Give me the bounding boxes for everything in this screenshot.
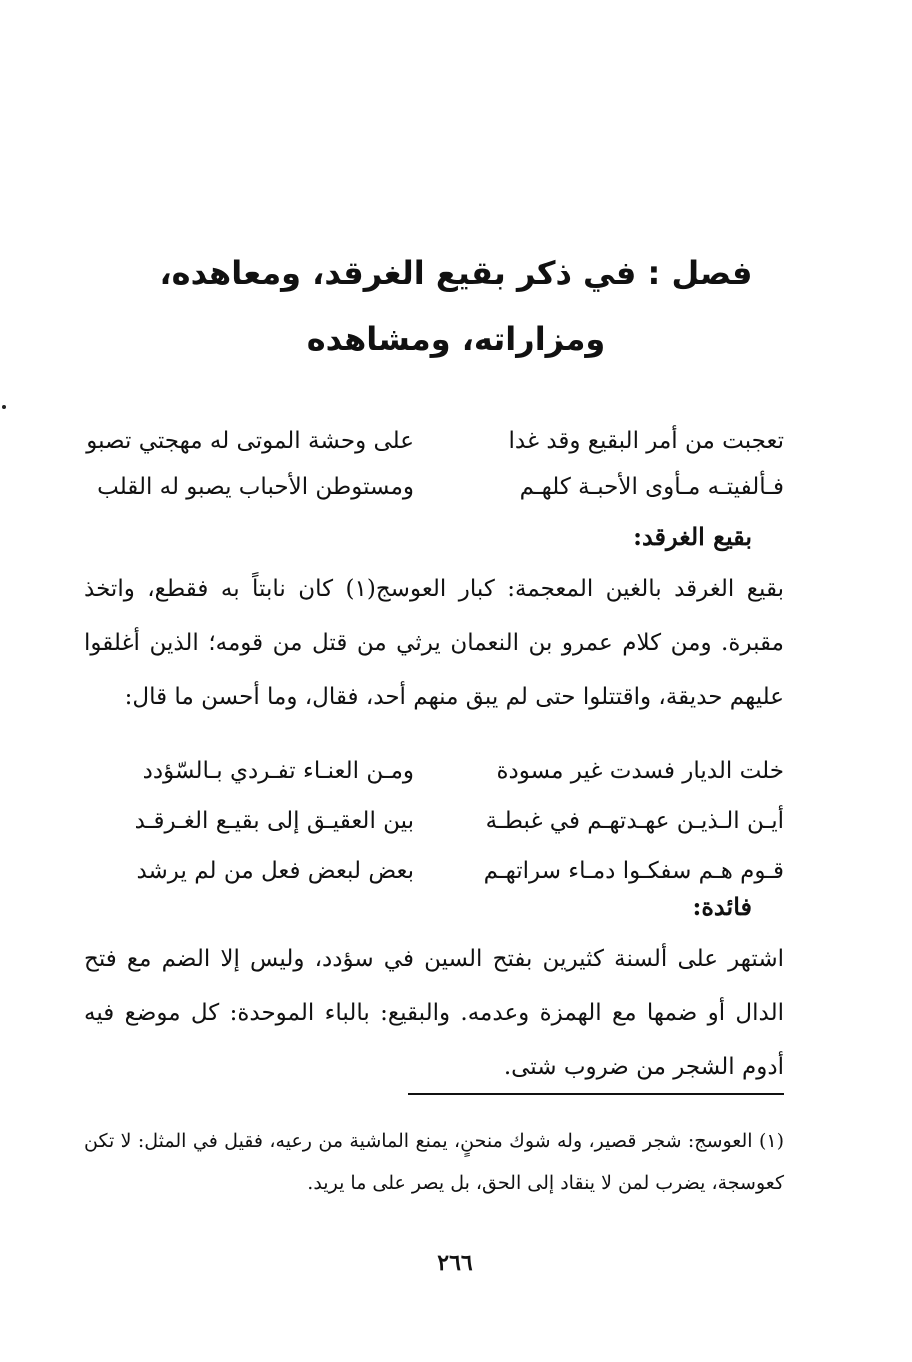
first-hemistich: تعجبت من أمر البقيع وقد غدا (508, 428, 784, 454)
second-hemistich: على وحشة الموتى له مهجتي تصبو (86, 428, 414, 454)
second-hemistich: ومستوطن الأحباب يصبو له القلب (97, 474, 414, 500)
footnote-divider (408, 1093, 784, 1095)
paragraph-faida: اشتهر على ألسنة كثيرين بفتح السين في سؤدد، وليس إلا الضم مع فتح الدال أو ضمها مع الهمزة وعدمه. والبقيع: بالباء الموحدة: كل موضع فيه أدوم الشجر من ضروب شتى. (84, 946, 784, 1080)
verse-line (84, 746, 784, 796)
poem-1 (84, 418, 784, 510)
second-hemistich: بعض لبعض فعل من لم يرشد (136, 858, 414, 884)
chapter-title (120, 240, 792, 372)
first-hemistich: خلت الديار فسدت غير مسودة (496, 758, 784, 784)
verse-line (84, 418, 784, 464)
second-hemistich: ومـن العنـاء تفـردي بـالسّؤدد (142, 758, 414, 784)
second-hemistich: بين العقيـق إلى بقيـع الغـرقـد (134, 808, 414, 834)
first-hemistich: أيـن الـذيـن عهـدتهـم في غبطـة (485, 808, 784, 834)
first-hemistich: فـألفيتـه مـأوى الأحبـة كلهـم (519, 474, 784, 500)
scan-speck (2, 405, 6, 409)
section-heading-baqi: بقيع الغرقد: (633, 522, 752, 551)
verse-line (84, 796, 784, 846)
verse-line (84, 846, 784, 896)
poem-2 (84, 746, 784, 896)
page-number: ٢٦٦ (437, 1250, 473, 1276)
first-hemistich: قـوم هـم سفكـوا دمـاء سراتهـم (483, 858, 784, 884)
paragraph-baqi: بقيع الغرقد بالغين المعجمة: كبار العوسج(١) كان نابتاً به فقطع، واتخذ مقبرة. ومن كلام عمرو بن النعمان يرثي من قتل من قومه؛ الذين أغلقوا عليهم حديقة، واقتتلوا حتى لم يبق منهم أحد، فقال، وما أحسن ما قال: (84, 576, 784, 710)
footnote: (١) العوسج: شجر قصير، وله شوك منحنٍ، يمنع الماشية من رعيه، فقيل في المثل: لا تكن كعوسجة، يضرب لمن لا ينقاد إلى الحق، بل يصر على ما يريد. (84, 1130, 784, 1194)
chapter-title-line-2: ومزاراته، ومشاهده (306, 320, 606, 358)
section-heading-faida: فائدة: (692, 892, 752, 921)
verse-line (84, 464, 784, 510)
chapter-title-line-1: فصل : في ذكر بقيع الغرقد، ومعاهده، (159, 254, 753, 292)
